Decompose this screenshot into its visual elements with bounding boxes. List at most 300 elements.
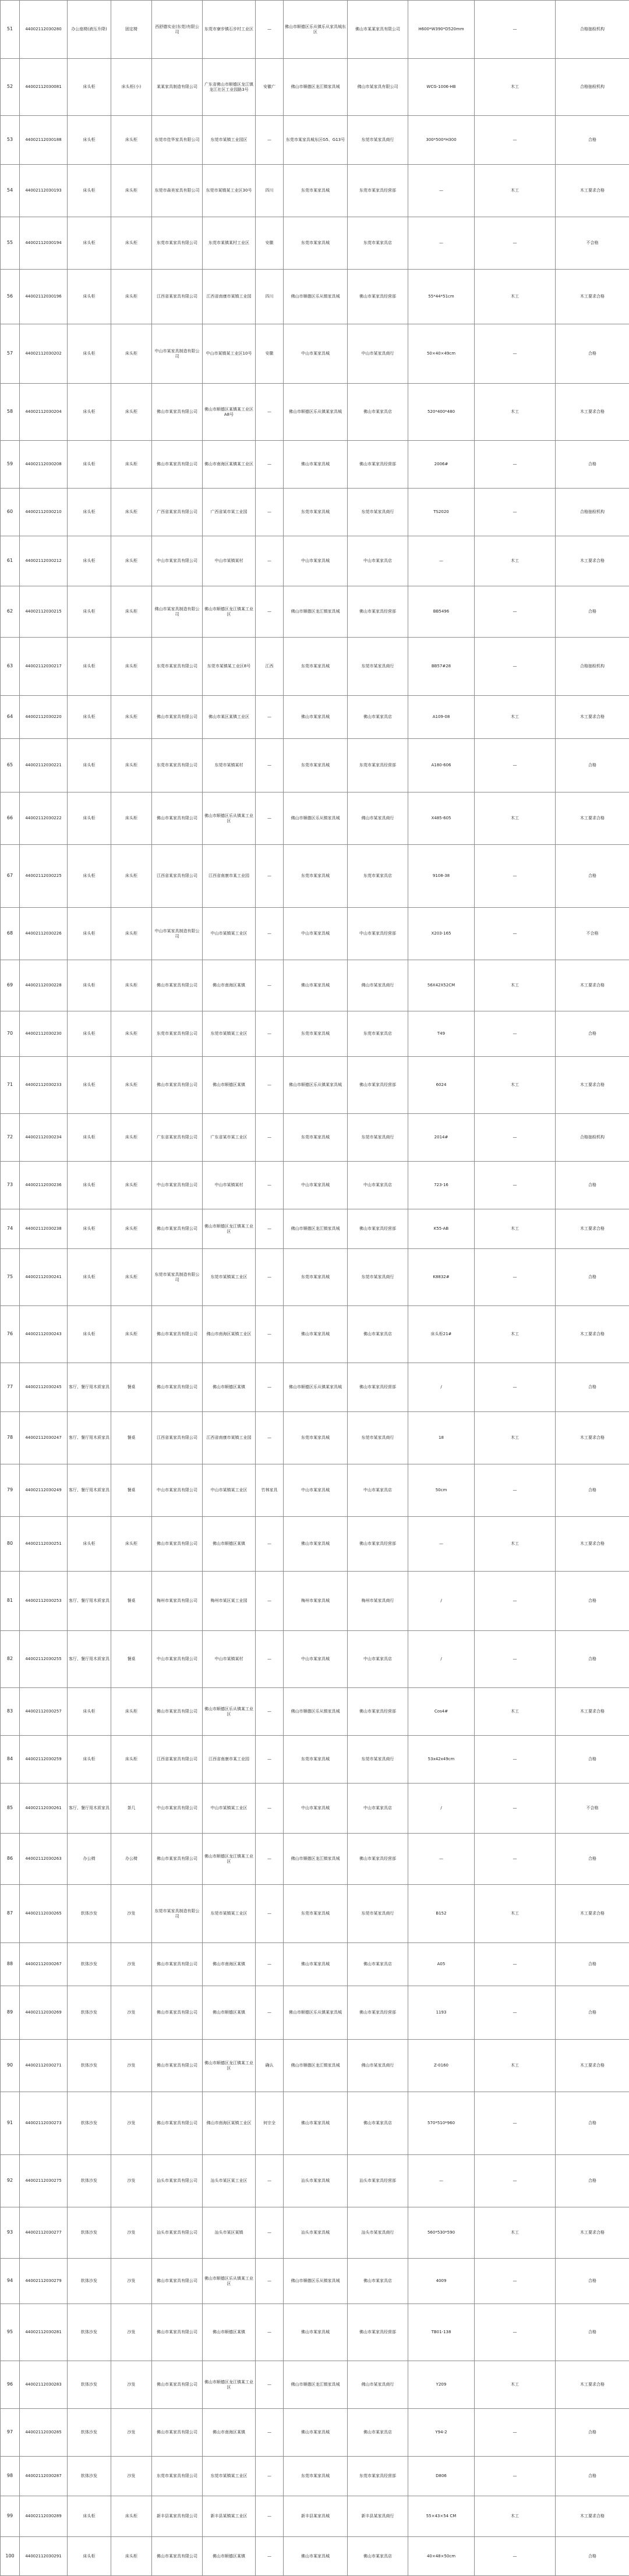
cell-brand: — <box>256 1986 284 2040</box>
cell-result: 合格 <box>556 2304 629 2361</box>
cell-seller: 佛山市某家具店 <box>348 1306 408 1363</box>
cell-manufacturer: 中山市某家具有限公司 <box>152 536 203 586</box>
table-row <box>1 2207 629 2259</box>
cell-seq: 90 <box>1 2040 20 2092</box>
cell-manufacturer: 中山市某家具有限公司 <box>152 1784 203 1834</box>
cell-manufacturer-address: 佛山市顺德区某镇 <box>203 1363 256 1412</box>
cell-product-name: 床头柜 <box>111 2537 152 2576</box>
table-row <box>1 1834 629 1885</box>
cell-production-date: — <box>475 1631 556 1688</box>
cell-brand: — <box>256 2409 284 2457</box>
cell-spec-model: 55×43×54 CM <box>408 2496 475 2537</box>
cell-product-name: 床头柜 <box>111 908 152 960</box>
table-row <box>1 739 629 792</box>
cell-seller-address: 东莞市某家具城 <box>284 1412 348 1464</box>
cell-sample-no: 44002112030267 <box>20 1943 68 1986</box>
cell-seq: 63 <box>1 638 20 696</box>
cell-sample-no: 44002112030204 <box>20 384 68 441</box>
cell-seller-address: 佛山市某家具城 <box>284 2304 348 2361</box>
cell-seller: 汕头市某家具商行 <box>348 2207 408 2259</box>
cell-production-date: — <box>475 1572 556 1631</box>
cell-brand: — <box>256 2155 284 2207</box>
cell-seq: 81 <box>1 1572 20 1631</box>
cell-production-date: 木工 <box>475 2361 556 2409</box>
cell-manufacturer-address: 佛山市顺德区乐从镇某工业区 <box>203 1688 256 1736</box>
cell-manufacturer-address: 佛山市顺德区某镇 <box>203 1986 256 2040</box>
cell-manufacturer-address: 中山市某镇某工业区 <box>203 1784 256 1834</box>
cell-manufacturer: 佛山市某家具有限公司 <box>152 2040 203 2092</box>
cell-sample-no: 44002112030222 <box>20 792 68 845</box>
cell-category: 软体沙发 <box>68 2092 111 2155</box>
cell-sample-no: 44002112030081 <box>20 59 68 116</box>
cell-sample-no: 44002112030245 <box>20 1363 68 1412</box>
cell-manufacturer-address: 东莞市某镇某村 <box>203 739 256 792</box>
cell-seller: 东莞市某家具商行 <box>348 1736 408 1784</box>
cell-manufacturer: 东莞市某家具有限公司 <box>152 1011 203 1057</box>
cell-manufacturer-address: 江西省南康市某工业园 <box>203 1736 256 1784</box>
cell-brand: — <box>256 2537 284 2576</box>
cell-seller-address: 佛山市顺德区乐从镇家具城 <box>284 2259 348 2304</box>
cell-spec-model: — <box>408 2155 475 2207</box>
cell-category: 软体沙发 <box>68 2259 111 2304</box>
cell-category: 软体沙发 <box>68 2457 111 2496</box>
cell-seq: 93 <box>1 2207 20 2259</box>
cell-brand: — <box>256 2457 284 2496</box>
cell-brand: 四川 <box>256 165 284 217</box>
cell-sample-no: 44002112030277 <box>20 2207 68 2259</box>
cell-result: 合格 <box>556 1736 629 1784</box>
cell-seq: 76 <box>1 1306 20 1363</box>
cell-category: 床头柜 <box>68 739 111 792</box>
cell-manufacturer: 广西省某家具有限公司 <box>152 489 203 536</box>
cell-manufacturer: 某某家具制造有限公司 <box>152 59 203 116</box>
cell-spec-model: — <box>408 217 475 270</box>
cell-brand: — <box>256 1363 284 1412</box>
cell-spec-model: 40×48×50cm <box>408 2537 475 2576</box>
cell-seq: 82 <box>1 1631 20 1688</box>
cell-spec-model: A05 <box>408 1943 475 1986</box>
cell-seller: 佛山市某家具店 <box>348 2092 408 2155</box>
cell-spec-model: TB01-138 <box>408 2304 475 2361</box>
cell-seller-address: 佛山市某家具城 <box>284 2092 348 2155</box>
cell-manufacturer: 佛山市某家具有限公司 <box>152 1209 203 1249</box>
table-row <box>1 1943 629 1986</box>
cell-seq: 96 <box>1 2361 20 2409</box>
table-row <box>1 2409 629 2457</box>
cell-sample-no: 44002112030280 <box>20 1 68 59</box>
table-row <box>1 960 629 1011</box>
cell-seq: 64 <box>1 696 20 739</box>
cell-sample-no: 44002112030234 <box>20 1114 68 1162</box>
cell-manufacturer-address: 东莞市某镇某工业区 <box>203 1885 256 1943</box>
table-row <box>1 1986 629 2040</box>
cell-manufacturer-address: 佛山市南海区某镇工业区 <box>203 2092 256 2155</box>
cell-result: 合格 <box>556 586 629 638</box>
cell-manufacturer-address: 东莞市某镇某工业区 <box>203 2457 256 2496</box>
cell-production-date: — <box>475 2304 556 2361</box>
cell-sample-no: 44002112030271 <box>20 2040 68 2092</box>
cell-product-name: 床头柜 <box>111 586 152 638</box>
cell-result: 合格 <box>556 324 629 384</box>
cell-manufacturer-address: 佛山市顺德区某镇 <box>203 2537 256 2576</box>
table-row <box>1 2304 629 2361</box>
cell-result: 木工要求合格 <box>556 1209 629 1249</box>
cell-production-date: — <box>475 845 556 908</box>
cell-category: 床头柜 <box>68 845 111 908</box>
cell-seller-address: 东莞市某家具城 <box>284 1736 348 1784</box>
cell-manufacturer-address: 佛山市顺德区某镇 <box>203 2304 256 2361</box>
cell-result: 木工要求合格 <box>556 270 629 324</box>
cell-result: 合格 <box>556 2537 629 2576</box>
cell-manufacturer-address: 广东省佛山市顺德区龙江镇龙江社区工业园路3号 <box>203 59 256 116</box>
cell-product-name: 床头柜 <box>111 165 152 217</box>
cell-manufacturer: 汕头市某家具有限公司 <box>152 2207 203 2259</box>
cell-spec-model: D806 <box>408 2457 475 2496</box>
cell-seller-address: 中山市某家具城 <box>284 536 348 586</box>
cell-manufacturer: 新丰县某家具有限公司 <box>152 2496 203 2537</box>
cell-manufacturer: 东莞市某家具有限公司 <box>152 217 203 270</box>
cell-category: 软体沙发 <box>68 2040 111 2092</box>
cell-sample-no: 44002112030265 <box>20 1885 68 1943</box>
cell-result: 合格 <box>556 1986 629 2040</box>
cell-seller: 东莞市某家具经营部 <box>348 739 408 792</box>
cell-production-date: 木工 <box>475 384 556 441</box>
cell-manufacturer: 佛山市某家具有限公司 <box>152 384 203 441</box>
cell-seller: 东莞市某家具商行 <box>348 489 408 536</box>
cell-production-date: — <box>475 2155 556 2207</box>
cell-product-name: 床头柜 <box>111 1249 152 1306</box>
cell-product-name: 床头柜 <box>111 1057 152 1114</box>
cell-category: 床头柜 <box>68 1209 111 1249</box>
cell-sample-no: 44002112030291 <box>20 2537 68 2576</box>
cell-result: 合格 <box>556 1943 629 1986</box>
cell-result: 合格抽检机构 <box>556 638 629 696</box>
cell-result: 合格 <box>556 1631 629 1688</box>
cell-manufacturer-address: 佛山市顺德区乐从镇某工业区 <box>203 792 256 845</box>
cell-seller-address: 东莞市某家具城 <box>284 1249 348 1306</box>
cell-sample-no: 44002112030202 <box>20 324 68 384</box>
cell-seller-address: 中山市某家具城 <box>284 1162 348 1209</box>
cell-seller-address: 东莞市某家具城 <box>284 739 348 792</box>
cell-seller-address: 佛山市某家具城 <box>284 696 348 739</box>
cell-manufacturer: 佛山市某家具有限公司 <box>152 2259 203 2304</box>
cell-manufacturer: 梅州市某家具有限公司 <box>152 1572 203 1631</box>
cell-spec-model: BB57#28 <box>408 638 475 696</box>
cell-sample-no: 44002112030220 <box>20 696 68 739</box>
cell-sample-no: 44002112030233 <box>20 1057 68 1114</box>
cell-spec-model: 2006# <box>408 441 475 489</box>
cell-seller-address: 东莞市某家具城东区G5、G13号 <box>284 116 348 165</box>
cell-manufacturer: 江西省某家具有限公司 <box>152 1412 203 1464</box>
table-row <box>1 536 629 586</box>
cell-manufacturer-address: 佛山市顺德区龙江镇某工业区 <box>203 1834 256 1885</box>
cell-seller: 汕头市某家具经营部 <box>348 2155 408 2207</box>
cell-spec-model: 56X42X52CM <box>408 960 475 1011</box>
cell-seller-address: 佛山市顺德区乐从镇家具城 <box>284 270 348 324</box>
cell-product-name: 床头柜 <box>111 536 152 586</box>
cell-seq: 61 <box>1 536 20 586</box>
cell-product-name: 餐桌 <box>111 1572 152 1631</box>
cell-sample-no: 44002112030253 <box>20 1572 68 1631</box>
cell-sample-no: 44002112030263 <box>20 1834 68 1885</box>
cell-seq: 58 <box>1 384 20 441</box>
cell-category: 软体沙发 <box>68 1885 111 1943</box>
cell-seq: 53 <box>1 116 20 165</box>
cell-brand: — <box>256 960 284 1011</box>
cell-manufacturer: 汕头市某家具有限公司 <box>152 2155 203 2207</box>
cell-seller-address: 东莞市某家具城 <box>284 217 348 270</box>
cell-product-name: 沙发 <box>111 2259 152 2304</box>
cell-manufacturer: 东莞市森美家具有限公司 <box>152 165 203 217</box>
cell-spec-model: 723-16 <box>408 1162 475 1209</box>
cell-seq: 99 <box>1 2496 20 2537</box>
cell-spec-model: 53x42x49cm <box>408 1736 475 1784</box>
cell-seq: 55 <box>1 217 20 270</box>
cell-seller-address: 中山市某家具城 <box>284 1464 348 1517</box>
cell-brand: — <box>256 1249 284 1306</box>
cell-product-name: 沙发 <box>111 1885 152 1943</box>
cell-seller: 梅州市某家具商行 <box>348 1572 408 1631</box>
cell-seq: 92 <box>1 2155 20 2207</box>
cell-manufacturer-address: 广东省某市某工业区 <box>203 1114 256 1162</box>
cell-sample-no: 44002112030273 <box>20 2092 68 2155</box>
cell-category: 床头柜 <box>68 1688 111 1736</box>
cell-manufacturer: 佛山市某家具有限公司 <box>152 441 203 489</box>
cell-seq: 86 <box>1 1834 20 1885</box>
cell-production-date: 木工 <box>475 696 556 739</box>
cell-spec-model: 520*400*480 <box>408 384 475 441</box>
cell-product-name: 餐桌 <box>111 1464 152 1517</box>
cell-sample-no: 44002112030226 <box>20 908 68 960</box>
cell-seller-address: 佛山市某家具城 <box>284 960 348 1011</box>
cell-seller: 东莞市某家具商行 <box>348 1412 408 1464</box>
cell-category: 床头柜 <box>68 536 111 586</box>
cell-brand: — <box>256 1162 284 1209</box>
cell-seller: 东莞市某家具商行 <box>348 1885 408 1943</box>
cell-manufacturer: 广东省某家具有限公司 <box>152 1114 203 1162</box>
cell-brand: — <box>256 1 284 59</box>
cell-product-name: 床头柜 <box>111 1209 152 1249</box>
cell-sample-no: 44002112030261 <box>20 1784 68 1834</box>
table-row <box>1 638 629 696</box>
cell-product-name: 床头柜 <box>111 1688 152 1736</box>
cell-manufacturer-address: 东莞市某镇工业园区 <box>203 116 256 165</box>
table-row <box>1 165 629 217</box>
cell-production-date: 木工 <box>475 2040 556 2092</box>
cell-manufacturer-address: 东莞市某镇某村工业区 <box>203 217 256 270</box>
table-row <box>1 1517 629 1572</box>
cell-seq: 62 <box>1 586 20 638</box>
cell-seller: 佛山市某家具经营部 <box>348 2304 408 2361</box>
cell-sample-no: 44002112030210 <box>20 489 68 536</box>
cell-seller: 佛山市某家具店 <box>348 2537 408 2576</box>
cell-production-date: 木工 <box>475 1412 556 1464</box>
cell-seq: 52 <box>1 59 20 116</box>
cell-result: 合格 <box>556 1464 629 1517</box>
cell-production-date: 木工 <box>475 960 556 1011</box>
cell-seq: 78 <box>1 1412 20 1464</box>
table-row <box>1 2457 629 2496</box>
cell-spec-model: TS2020 <box>408 489 475 536</box>
cell-manufacturer: 东莞市某家具有限公司 <box>152 638 203 696</box>
cell-seller: 佛山市某家具店 <box>348 2409 408 2457</box>
cell-seller-address: 佛山市某家具城 <box>284 1517 348 1572</box>
cell-seq: 71 <box>1 1057 20 1114</box>
cell-spec-model: 560*530*590 <box>408 2207 475 2259</box>
cell-seq: 91 <box>1 2092 20 2155</box>
cell-production-date: — <box>475 2409 556 2457</box>
cell-product-name: 沙发 <box>111 2155 152 2207</box>
cell-brand: — <box>256 1114 284 1162</box>
cell-manufacturer-address: 佛山市顺德区某镇某工业区A8号 <box>203 384 256 441</box>
cell-manufacturer-address: 佛山市顺德区乐从镇某工业区 <box>203 2259 256 2304</box>
cell-brand: — <box>256 1688 284 1736</box>
cell-category: 软体沙发 <box>68 2304 111 2361</box>
table-row <box>1 2040 629 2092</box>
cell-seq: 51 <box>1 1 20 59</box>
cell-brand: — <box>256 536 284 586</box>
cell-production-date: — <box>475 441 556 489</box>
cell-seq: 97 <box>1 2409 20 2457</box>
cell-seller: 东莞市某家具商行 <box>348 1114 408 1162</box>
cell-sample-no: 44002112030259 <box>20 1736 68 1784</box>
cell-product-name: 床头柜 <box>111 270 152 324</box>
cell-brand: 安徽广 <box>256 59 284 116</box>
cell-category: 办公座椅(液压升降) <box>68 1 111 59</box>
cell-result: 合格 <box>556 1834 629 1885</box>
cell-seller-address: 佛山市某家具城 <box>284 2409 348 2457</box>
cell-brand: — <box>256 2259 284 2304</box>
cell-manufacturer: 东莞市佳华家具有限公司 <box>152 116 203 165</box>
cell-production-date: 木工 <box>475 165 556 217</box>
cell-brand: — <box>256 2207 284 2259</box>
cell-sample-no: 44002112030279 <box>20 2259 68 2304</box>
cell-category: 床头柜 <box>68 217 111 270</box>
cell-spec-model: 6024 <box>408 1057 475 1114</box>
cell-result: 木工要求合格 <box>556 696 629 739</box>
cell-result: 木工要求合格 <box>556 1885 629 1943</box>
cell-seller-address: 佛山市顺德区乐从镇某家具城 <box>284 1363 348 1412</box>
cell-seller-address: 汕头市某家具城 <box>284 2207 348 2259</box>
cell-manufacturer-address: 汕头市某区某工业区 <box>203 2155 256 2207</box>
cell-brand: — <box>256 1834 284 1885</box>
cell-spec-model: 55*44*51cm <box>408 270 475 324</box>
cell-spec-model: A109-08 <box>408 696 475 739</box>
cell-seq: 85 <box>1 1784 20 1834</box>
cell-manufacturer-address: 广西省某市某工业园 <box>203 489 256 536</box>
cell-seller: 中山市某家具店 <box>348 536 408 586</box>
cell-spec-model: 50cm <box>408 1464 475 1517</box>
cell-result: 木工要求合格 <box>556 2207 629 2259</box>
cell-sample-no: 44002112030194 <box>20 217 68 270</box>
cell-sample-no: 44002112030221 <box>20 739 68 792</box>
table-row <box>1 1209 629 1249</box>
cell-seller: 佛山市某家具店 <box>348 696 408 739</box>
cell-brand: — <box>256 1631 284 1688</box>
cell-seller-address: 中山市某家具城 <box>284 908 348 960</box>
cell-category: 床头柜 <box>68 696 111 739</box>
cell-result: 木工要求合格 <box>556 1306 629 1363</box>
cell-category: 床头柜 <box>68 638 111 696</box>
cell-seller: 东莞市某家具店 <box>348 217 408 270</box>
cell-manufacturer: 中山市某家具制造有限公司 <box>152 908 203 960</box>
cell-sample-no: 44002112030287 <box>20 2457 68 2496</box>
cell-result: 木工要求合格 <box>556 1517 629 1572</box>
cell-brand: — <box>256 2304 284 2361</box>
cell-category: 客厅、餐厅用木质家具 <box>68 1412 111 1464</box>
cell-manufacturer-address: 佛山市南海区某镇 <box>203 2409 256 2457</box>
cell-category: 床头柜 <box>68 441 111 489</box>
cell-sample-no: 44002112030281 <box>20 2304 68 2361</box>
table-row <box>1 1572 629 1631</box>
cell-spec-model: Z-0160 <box>408 2040 475 2092</box>
cell-seq: 73 <box>1 1162 20 1209</box>
cell-product-name: 床头柜 <box>111 1306 152 1363</box>
cell-spec-model: A180-606 <box>408 739 475 792</box>
cell-manufacturer: 中山市某家具有限公司 <box>152 1464 203 1517</box>
cell-brand: — <box>256 586 284 638</box>
cell-brand: 江西 <box>256 638 284 696</box>
cell-production-date: — <box>475 2092 556 2155</box>
table-row <box>1 489 629 536</box>
cell-seller-address: 东莞市某家具城 <box>284 2457 348 2496</box>
cell-seller-address: 东莞市某家具城 <box>284 489 348 536</box>
cell-spec-model: — <box>408 536 475 586</box>
cell-seller: 佛山市某家具经营部 <box>348 1986 408 2040</box>
cell-manufacturer-address: 佛山市顺德区某镇 <box>203 1057 256 1114</box>
table-row <box>1 2092 629 2155</box>
cell-category: 床头柜 <box>68 2496 111 2537</box>
cell-product-name: 床头柜 <box>111 489 152 536</box>
cell-manufacturer-address: 佛山市南海区某镇 <box>203 1943 256 1986</box>
cell-manufacturer-address: 中山市某镇某村 <box>203 1162 256 1209</box>
cell-category: 床头柜 <box>68 116 111 165</box>
cell-production-date: — <box>475 489 556 536</box>
cell-manufacturer: 中山市某家具有限公司 <box>152 1631 203 1688</box>
cell-sample-no: 44002112030230 <box>20 1011 68 1057</box>
cell-production-date: — <box>475 1943 556 1986</box>
cell-seller: 中山市某家具店 <box>348 1162 408 1209</box>
cell-manufacturer-address: 梅州市某区某工业园 <box>203 1572 256 1631</box>
cell-spec-model: 1193 <box>408 1986 475 2040</box>
cell-brand: — <box>256 489 284 536</box>
table-row <box>1 2259 629 2304</box>
cell-brand: 安徽 <box>256 324 284 384</box>
cell-seller: 佛山市某某家具有限公司 <box>348 1 408 59</box>
cell-result: 木工要求合格 <box>556 2496 629 2537</box>
cell-manufacturer-address: 佛山市顺德区某镇 <box>203 1517 256 1572</box>
table-row <box>1 1363 629 1412</box>
table-row <box>1 1631 629 1688</box>
cell-seller-address: 中山市某家具城 <box>284 324 348 384</box>
cell-seller-address: 东莞市某家具城 <box>284 638 348 696</box>
cell-seller: 佛山市某家具店 <box>348 2259 408 2304</box>
cell-brand: — <box>256 1011 284 1057</box>
cell-seller: 中山市某家具店 <box>348 1464 408 1517</box>
table-row <box>1 217 629 270</box>
cell-brand: 四川 <box>256 270 284 324</box>
cell-manufacturer-address: 江西省南康市某工业园 <box>203 845 256 908</box>
cell-category: 客厅、餐厅用木质家具 <box>68 1631 111 1688</box>
cell-production-date: — <box>475 739 556 792</box>
cell-seller-address: 佛山市顺德区乐从镇某家具城 <box>284 384 348 441</box>
cell-result: 合格 <box>556 1162 629 1209</box>
cell-production-date: — <box>475 1834 556 1885</box>
cell-result: 合格抽检机构 <box>556 1114 629 1162</box>
cell-sample-no: 44002112030283 <box>20 2361 68 2409</box>
cell-category: 客厅、餐厅用木质家具 <box>68 1784 111 1834</box>
cell-production-date: — <box>475 1114 556 1162</box>
